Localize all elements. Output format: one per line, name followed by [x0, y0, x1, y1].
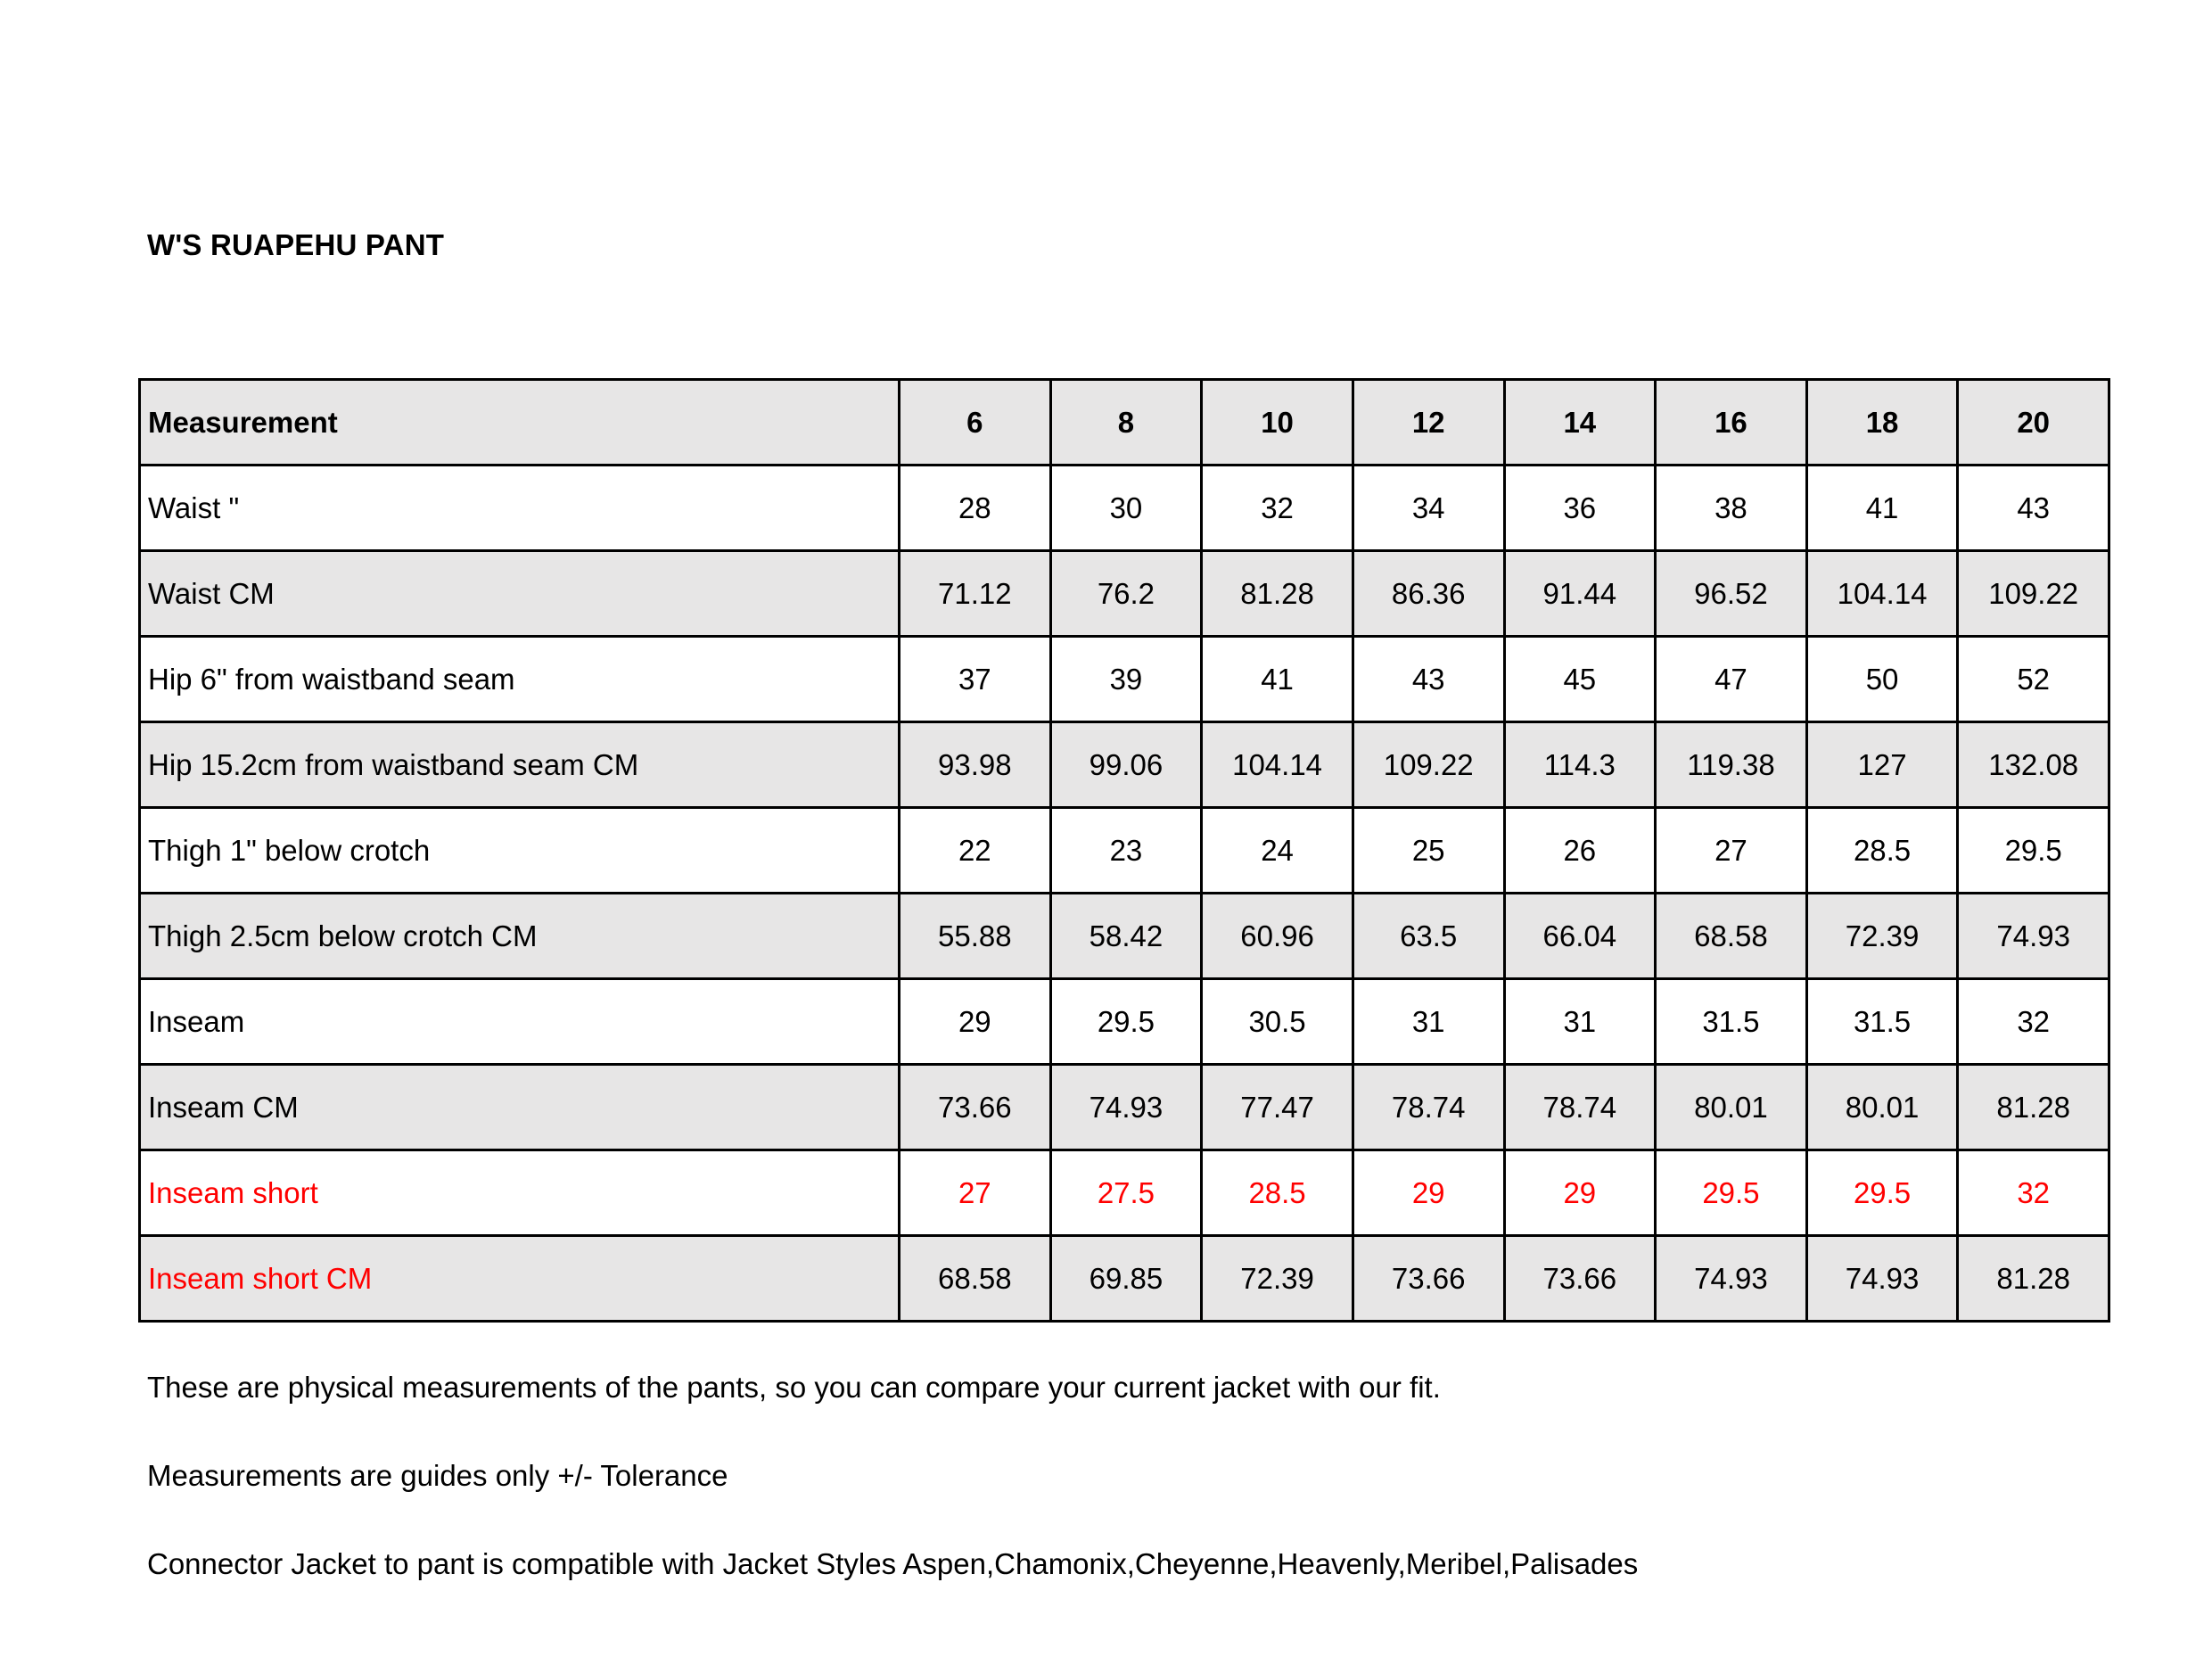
table-cell: 25: [1353, 808, 1504, 894]
header-size: 12: [1353, 380, 1504, 466]
header-size: 16: [1656, 380, 1807, 466]
table-cell: 37: [900, 637, 1051, 722]
table-cell: 23: [1050, 808, 1202, 894]
header-size: 10: [1202, 380, 1353, 466]
table-cell: 80.01: [1656, 1065, 1807, 1150]
header-size: 20: [1958, 380, 2109, 466]
table-row: [140, 894, 2109, 979]
row-label: Inseam short: [140, 1150, 900, 1236]
table-row: [140, 1065, 2109, 1150]
table-cell: 96.52: [1656, 551, 1807, 637]
row-label: Hip 6" from waistband seam: [140, 637, 900, 722]
table-cell: 32: [1202, 466, 1353, 551]
table-cell: 22: [900, 808, 1051, 894]
table-cell: 27.5: [1050, 1150, 1202, 1236]
row-label: Hip 15.2cm from waistband seam CM: [140, 722, 900, 808]
row-label: Inseam short CM: [140, 1236, 900, 1322]
table-cell: 132.08: [1958, 722, 2109, 808]
table-cell: 28.5: [1202, 1150, 1353, 1236]
table-cell: 74.93: [1958, 894, 2109, 979]
table-cell: 50: [1806, 637, 1958, 722]
table-cell: 27: [1656, 808, 1807, 894]
table-row: [140, 722, 2109, 808]
row-label: Inseam: [140, 979, 900, 1065]
table-cell: 60.96: [1202, 894, 1353, 979]
table-cell: 27: [900, 1150, 1051, 1236]
note-physical-measurements: These are physical measurements of the pants, so you can compare your current jacket with our fit.: [147, 1371, 1441, 1404]
header-size: 18: [1806, 380, 1958, 466]
table-cell: 28: [900, 466, 1051, 551]
table-cell: 31: [1353, 979, 1504, 1065]
table-row: [140, 979, 2109, 1065]
table-cell: 78.74: [1504, 1065, 1656, 1150]
page-title: W'S RUAPEHU PANT: [147, 228, 445, 261]
table-cell: 58.42: [1050, 894, 1202, 979]
table-cell: 55.88: [900, 894, 1051, 979]
table-row: [140, 637, 2109, 722]
table-cell: 52: [1958, 637, 2109, 722]
table-cell: 29.5: [1958, 808, 2109, 894]
table-cell: 39: [1050, 637, 1202, 722]
table-cell: 93.98: [900, 722, 1051, 808]
table-cell: 28.5: [1806, 808, 1958, 894]
table-cell: 81.28: [1958, 1065, 2109, 1150]
table-cell: 104.14: [1202, 722, 1353, 808]
table-cell: 34: [1353, 466, 1504, 551]
row-label: Inseam CM: [140, 1065, 900, 1150]
table-cell: 31.5: [1656, 979, 1807, 1065]
table-cell: 109.22: [1958, 551, 2109, 637]
table-cell: 78.74: [1353, 1065, 1504, 1150]
table-cell: 74.93: [1050, 1065, 1202, 1150]
table-cell: 30.5: [1202, 979, 1353, 1065]
table-cell: 45: [1504, 637, 1656, 722]
table-cell: 72.39: [1806, 894, 1958, 979]
table-cell: 73.66: [1504, 1236, 1656, 1322]
table-cell: 29.5: [1656, 1150, 1807, 1236]
table-cell: 38: [1656, 466, 1807, 551]
table-cell: 29: [1504, 1150, 1656, 1236]
table-cell: 86.36: [1353, 551, 1504, 637]
table-cell: 31.5: [1806, 979, 1958, 1065]
row-label: Thigh 2.5cm below crotch CM: [140, 894, 900, 979]
size-chart-table: [138, 378, 2110, 1323]
table-cell: 119.38: [1656, 722, 1807, 808]
table-cell: 77.47: [1202, 1065, 1353, 1150]
table-cell: 29: [900, 979, 1051, 1065]
table-cell: 47: [1656, 637, 1807, 722]
header-measurement: Measurement: [140, 380, 900, 466]
table-cell: 63.5: [1353, 894, 1504, 979]
table-cell: 73.66: [900, 1065, 1051, 1150]
table-cell: 74.93: [1656, 1236, 1807, 1322]
table-cell: 127: [1806, 722, 1958, 808]
row-label: Waist ": [140, 466, 900, 551]
header-size: 6: [900, 380, 1051, 466]
table-cell: 91.44: [1504, 551, 1656, 637]
table-cell: 68.58: [1656, 894, 1807, 979]
table-cell: 29.5: [1050, 979, 1202, 1065]
table-cell: 99.06: [1050, 722, 1202, 808]
row-label: Waist CM: [140, 551, 900, 637]
table-row: [140, 551, 2109, 637]
table-cell: 32: [1958, 979, 2109, 1065]
table-cell: 30: [1050, 466, 1202, 551]
table-cell: 41: [1202, 637, 1353, 722]
table-cell: 81.28: [1958, 1236, 2109, 1322]
table-row: [140, 1150, 2109, 1236]
table-cell: 72.39: [1202, 1236, 1353, 1322]
table-cell: 32: [1958, 1150, 2109, 1236]
table-cell: 29: [1353, 1150, 1504, 1236]
table-cell: 73.66: [1353, 1236, 1504, 1322]
table-cell: 69.85: [1050, 1236, 1202, 1322]
table-header-row: [140, 380, 2109, 466]
table-cell: 109.22: [1353, 722, 1504, 808]
table-cell: 80.01: [1806, 1065, 1958, 1150]
table-cell: 31: [1504, 979, 1656, 1065]
table-cell: 41: [1806, 466, 1958, 551]
table-cell: 29.5: [1806, 1150, 1958, 1236]
table-cell: 76.2: [1050, 551, 1202, 637]
table-row: [140, 1236, 2109, 1322]
table-cell: 71.12: [900, 551, 1051, 637]
table-row: [140, 808, 2109, 894]
table-cell: 43: [1353, 637, 1504, 722]
table-cell: 114.3: [1504, 722, 1656, 808]
row-label: Thigh 1" below crotch: [140, 808, 900, 894]
note-tolerance: Measurements are guides only +/- Tolerance: [147, 1459, 728, 1492]
header-size: 8: [1050, 380, 1202, 466]
table-row: [140, 466, 2109, 551]
table-cell: 36: [1504, 466, 1656, 551]
table-cell: 66.04: [1504, 894, 1656, 979]
table-cell: 43: [1958, 466, 2109, 551]
table-cell: 26: [1504, 808, 1656, 894]
table-cell: 68.58: [900, 1236, 1051, 1322]
table-cell: 104.14: [1806, 551, 1958, 637]
table-cell: 74.93: [1806, 1236, 1958, 1322]
note-connector-compatibility: Connector Jacket to pant is compatible with Jacket Styles Aspen,Chamonix,Cheyenne,Heavenly,Meribel,Palisades: [147, 1547, 1639, 1580]
table-cell: 24: [1202, 808, 1353, 894]
table-cell: 81.28: [1202, 551, 1353, 637]
header-size: 14: [1504, 380, 1656, 466]
